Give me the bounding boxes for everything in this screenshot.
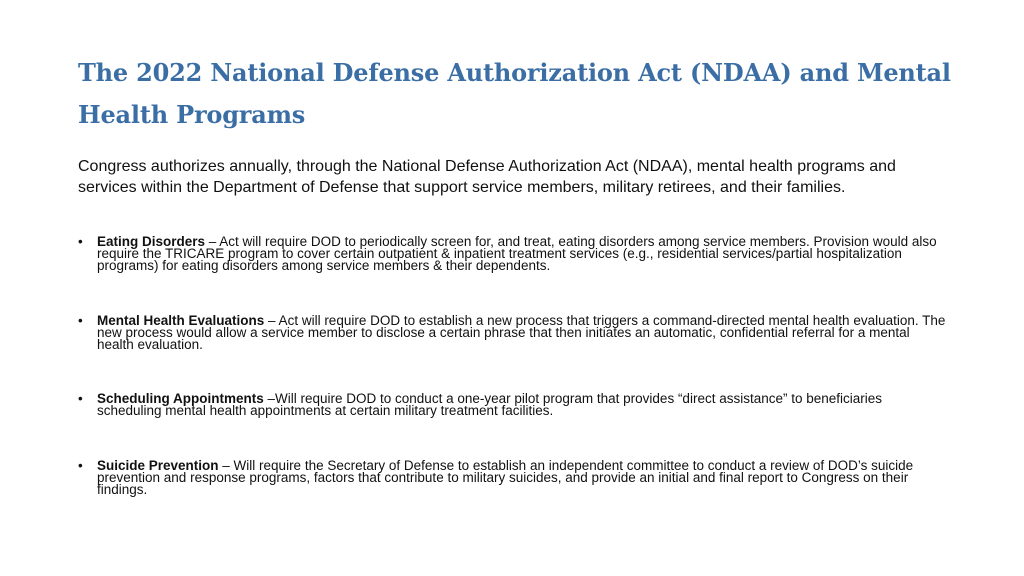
bullet-eating-disorders xyxy=(78,236,946,273)
bullet-text: – Act will require DOD to establish a new process that triggers a command-directed mental health evaluation. The new process would allow a service member to disclose a certain phrase that then initiates an automatic, confidential referral for a mental health evaluation. xyxy=(97,312,946,353)
bullet-heading: Suicide Prevention xyxy=(97,457,219,473)
intro-paragraph: Congress authorizes annually, through the National Defense Authorization Act (NDAA), mental health programs and services within the Department of Defense that support service members, military retirees, and their families. xyxy=(78,158,896,196)
bullet-marker: • xyxy=(78,391,83,407)
bullet-text: – Act will require DOD to periodically screen for, and treat, eating disorders among service members. Provision would also require the TRICARE program to cover certain outpatient & inpatient treatment services (e.g., residential services/partial hospitalization programs) for eating disorders among service members & their dependents. xyxy=(97,234,937,274)
bullet-marker: • xyxy=(78,457,83,473)
bullet-mental-health-evaluations xyxy=(78,312,946,353)
bullet-text: –Will require DOD to conduct a one-year pilot program that provides “direct assistance” to beneficiaries scheduling mental health appointments at certain military treatment facilities. xyxy=(97,391,883,419)
bullet-heading: Mental Health Evaluations xyxy=(97,312,265,328)
bullet-heading: Scheduling Appointments xyxy=(97,391,264,407)
bullet-scheduling-appointments xyxy=(78,393,946,417)
bullet-text: – Will require the Secretary of Defense to establish an independent committee to conduct a review of DOD’s suicide prevention and response programs, factors that contribute to military suicides, and provide an initial and final report to Congress on their findings. xyxy=(97,457,914,498)
slide-title: The 2022 National Defense Authorization Act (NDAA) and Mental Health Programs xyxy=(78,58,951,129)
bullet-list xyxy=(78,236,946,496)
bullet-marker: • xyxy=(78,234,83,249)
bullet-suicide-prevention xyxy=(78,457,946,498)
bullet-marker: • xyxy=(78,312,83,328)
bullet-heading: Eating Disorders xyxy=(97,234,206,249)
